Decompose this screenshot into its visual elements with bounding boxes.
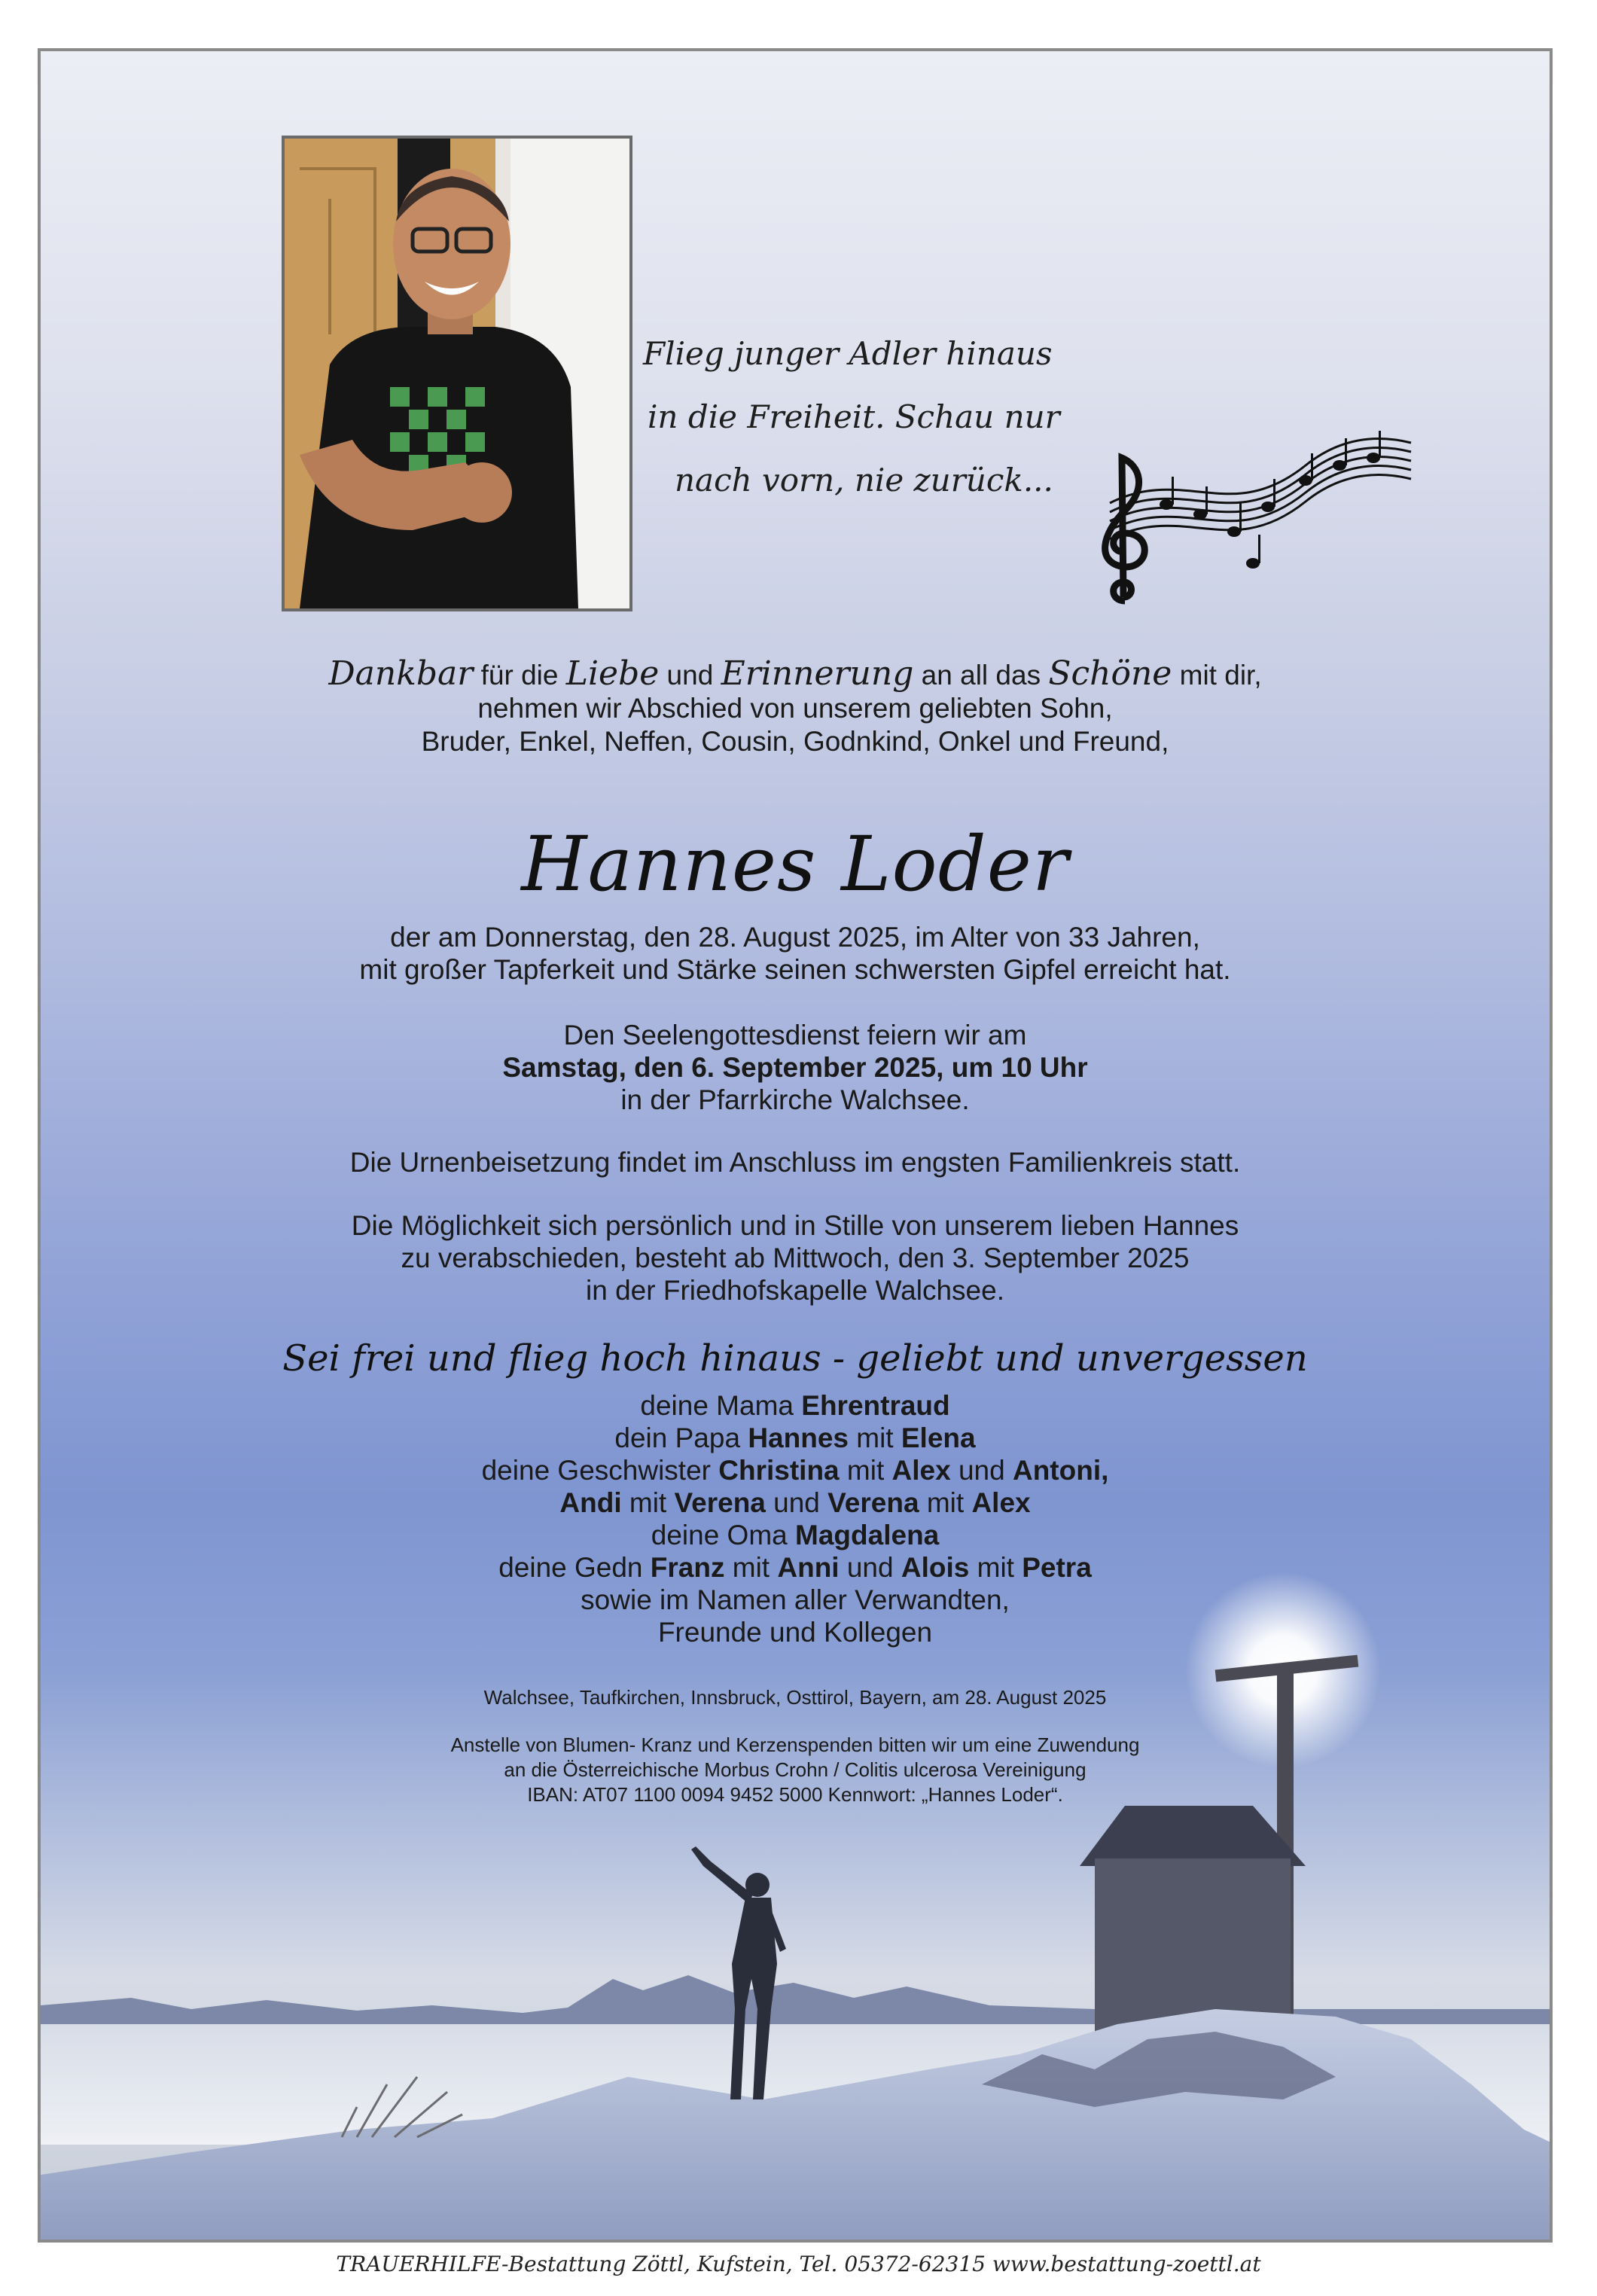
intro-line-1 bbox=[41, 654, 1550, 693]
family-line bbox=[41, 1389, 1550, 1422]
intro-text-1: für die bbox=[473, 660, 566, 691]
death-line-1: der am Donnerstag, den 28. August 2025, im Alter von 33 Jahren, bbox=[390, 922, 1200, 953]
quote-line-3: nach vorn, nie zurück... bbox=[675, 462, 1053, 499]
family-line bbox=[41, 1551, 1550, 1584]
family-name: Verena bbox=[674, 1487, 766, 1518]
family-name: Antoni, bbox=[1012, 1455, 1109, 1486]
family-name: Petra bbox=[1022, 1552, 1092, 1583]
place-date: Walchsee, Taufkirchen, Innsbruck, Osttirol, Bayern, am 28. August 2025 bbox=[483, 1686, 1107, 1709]
family-name: Verena bbox=[827, 1487, 919, 1518]
family-text: und bbox=[839, 1552, 901, 1583]
family-text: mit bbox=[969, 1552, 1023, 1583]
family-name: Anni bbox=[777, 1552, 840, 1583]
death-notice bbox=[41, 921, 1550, 986]
mass-line-2 bbox=[41, 1051, 1550, 1084]
intro-word-erinnerung: Erinnerung bbox=[721, 654, 914, 693]
farewell-line-3: in der Friedhofskapelle Walchsee. bbox=[586, 1275, 1004, 1306]
family-text: mit bbox=[724, 1552, 778, 1583]
family-line bbox=[41, 1454, 1550, 1486]
family-line bbox=[41, 1422, 1550, 1454]
family-name: Hannes bbox=[748, 1422, 849, 1453]
family-name: Andi bbox=[559, 1487, 622, 1518]
urn-notice: Die Urnenbeisetzung findet im Anschluss im engsten Familienkreis statt. bbox=[349, 1147, 1241, 1178]
family-text: mit bbox=[919, 1487, 972, 1518]
farewell-line-1: Die Möglichkeit sich persönlich und in Stille von unserem lieben Hannes bbox=[351, 1210, 1239, 1241]
family-text: deine Geschwister bbox=[481, 1455, 719, 1486]
family-text: deine Mama bbox=[640, 1390, 802, 1421]
deceased-name: Hannes Loder bbox=[521, 820, 1069, 908]
mass-line-1: Den Seelengottesdienst feiern wir am bbox=[563, 1020, 1027, 1050]
family-text: mit bbox=[839, 1455, 892, 1486]
donation-notice bbox=[41, 1733, 1550, 1807]
family-text: dein Papa bbox=[614, 1422, 748, 1453]
donation-line-1: Anstelle von Blumen- Kranz und Kerzenspenden bitten wir um eine Zuwendung bbox=[450, 1733, 1140, 1756]
family-line: sowie im Namen aller Verwandten, bbox=[581, 1584, 1010, 1615]
obituary-card bbox=[38, 48, 1553, 2243]
intro-text bbox=[41, 654, 1550, 758]
family-name: Magdalena bbox=[795, 1520, 940, 1550]
intro-line-2: nehmen wir Abschied von unserem geliebten Sohn, bbox=[477, 693, 1113, 724]
family-line bbox=[41, 1519, 1550, 1551]
music-notes-icon bbox=[1080, 420, 1419, 616]
quote-line-2: in die Freiheit. Schau nur bbox=[648, 398, 1060, 435]
intro-word-dankbar: Dankbar bbox=[328, 654, 474, 693]
family-line bbox=[41, 1486, 1550, 1519]
donation-line-2: an die Österreichische Morbus Crohn / Colitis ulcerosa Vereinigung bbox=[504, 1758, 1087, 1781]
family-name: Christina bbox=[718, 1455, 840, 1486]
farewell-notice bbox=[41, 1209, 1550, 1307]
family-text: und bbox=[950, 1455, 1013, 1486]
death-line-2: mit großer Tapferkeit und Stärke seinen schwersten Gipfel erreicht hat. bbox=[359, 954, 1231, 985]
family-name: Alex bbox=[971, 1487, 1031, 1518]
intro-word-schoene: Schöne bbox=[1048, 654, 1172, 693]
family-text: mit bbox=[621, 1487, 675, 1518]
mass-line-3: in der Pfarrkirche Walchsee. bbox=[620, 1084, 970, 1115]
intro-text-3: an all das bbox=[913, 660, 1049, 691]
motto: Sei frei und flieg hoch hinaus - geliebt und unvergessen bbox=[282, 1337, 1308, 1380]
family-name: Franz bbox=[650, 1552, 725, 1583]
quote-block bbox=[643, 322, 1132, 512]
family-name: Alois bbox=[901, 1552, 970, 1583]
family-text: deine Gedn bbox=[498, 1552, 651, 1583]
intro-text-4: mit dir, bbox=[1172, 660, 1262, 691]
mass-date: Samstag, den 6. September 2025, um 10 Uhr bbox=[502, 1052, 1088, 1083]
family-name: Alex bbox=[891, 1455, 951, 1486]
donation-line-3: IBAN: AT07 1100 0094 9452 5000 Kennwort: „Hannes Loder“. bbox=[527, 1783, 1063, 1806]
family-name: Ehrentraud bbox=[801, 1390, 950, 1421]
intro-text-2: und bbox=[659, 660, 721, 691]
family-text: deine Oma bbox=[651, 1520, 796, 1550]
intro-word-liebe: Liebe bbox=[565, 654, 660, 693]
family-line: Freunde und Kollegen bbox=[657, 1617, 933, 1648]
portrait-photo bbox=[282, 136, 632, 611]
portrait-image bbox=[285, 139, 629, 608]
mass-notice bbox=[41, 1019, 1550, 1116]
family-list bbox=[41, 1389, 1550, 1648]
family-text: und bbox=[765, 1487, 828, 1518]
family-name: Elena bbox=[901, 1422, 976, 1453]
funeral-home-footer: TRAUERHILFE-Bestattung Zöttl, Kufstein, Tel. 05372-62315 www.bestattung-zoettl.at bbox=[336, 2252, 1261, 2276]
family-text: mit bbox=[848, 1422, 901, 1453]
quote-line-1: Flieg junger Adler hinaus bbox=[643, 335, 1053, 372]
farewell-line-2: zu verabschieden, besteht ab Mittwoch, den 3. September 2025 bbox=[401, 1243, 1190, 1273]
intro-line-3: Bruder, Enkel, Neffen, Cousin, Godnkind, Onkel und Freund, bbox=[421, 726, 1169, 757]
